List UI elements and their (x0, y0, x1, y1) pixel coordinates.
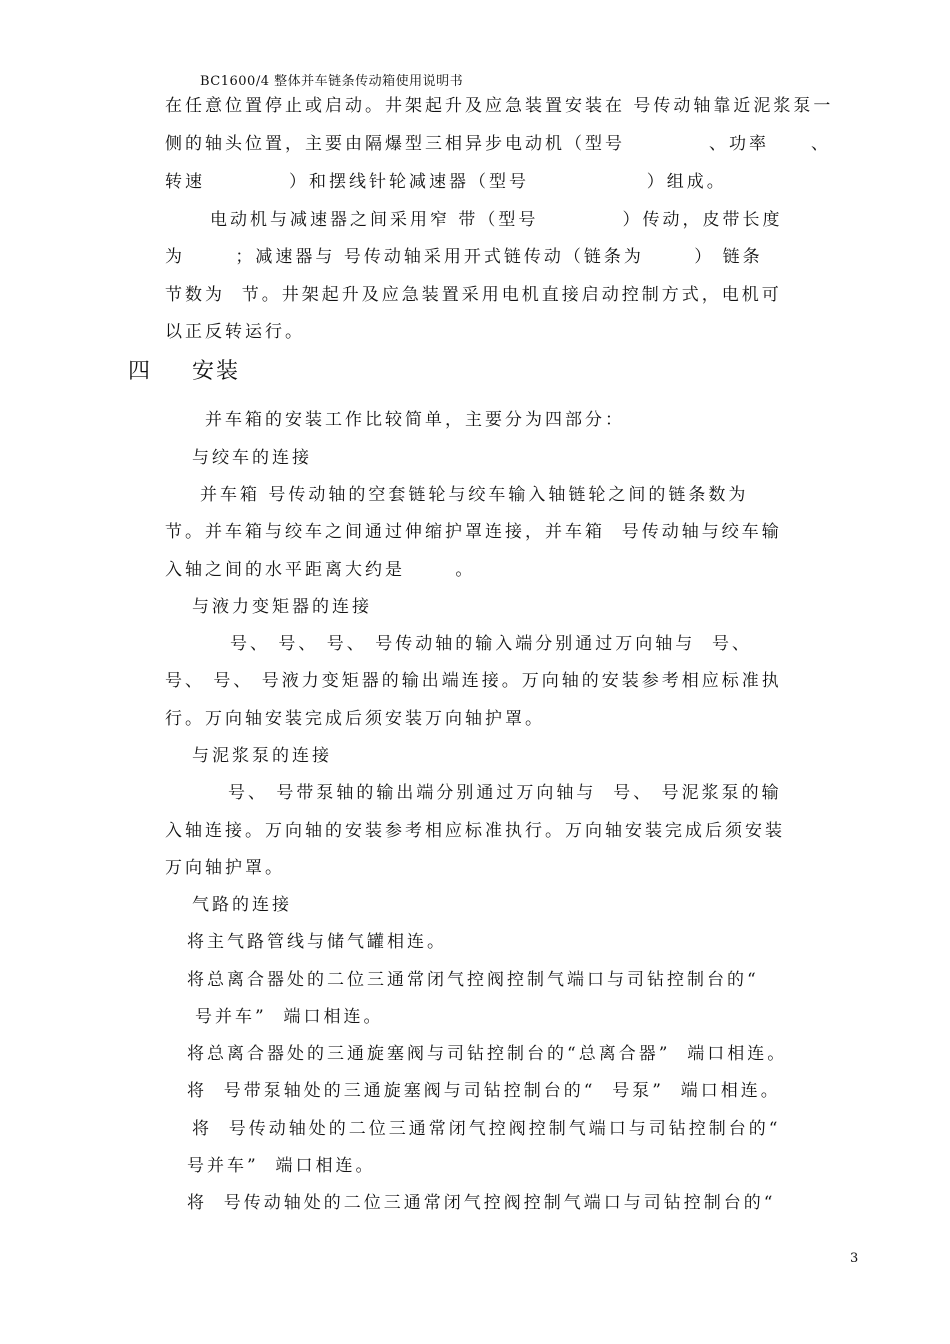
body-line-4: 电动机与减速器之间采用窄 带（型号 ）传动，皮带长度 (210, 210, 783, 230)
body-line-26: 将 号带泵轴处的三通旋塞阀与司钻控制台的“ 号泵” 端口相连。 (187, 1081, 781, 1101)
body-line-1: 在任意位置停止或启动。井架起升及应急装置安装在 号传动轴靠近泥浆泵一 (165, 96, 834, 116)
body-line-22: 将主气路管线与储气罐相连。 (187, 932, 447, 952)
body-line-20: 万向轴护罩。 (165, 858, 285, 878)
running-header: BC1600/4 整体并车链条传动箱使用说明书 (200, 74, 464, 89)
body-line-24: 号并车” 端口相连。 (195, 1007, 384, 1027)
subheading-pump: 与泥浆泵的连接 (192, 746, 332, 766)
subheading-converter: 与液力变矩器的连接 (192, 597, 372, 617)
subheading-air: 气路的连接 (192, 895, 292, 915)
body-line-12: 入轴之间的水平距离大约是 。 (165, 560, 476, 580)
body-line-23: 将总离合器处的二位三通常闭气控阀控制气端口与司钻控制台的“ (187, 970, 759, 990)
body-line-28: 号并车” 端口相连。 (187, 1156, 376, 1176)
section-number: 四 (128, 359, 153, 384)
body-line-5: 为 ；减速器与 号传动轴采用开式链传动（链条为 ） 链条 (165, 247, 763, 267)
subheading-winch: 与绞车的连接 (192, 448, 312, 468)
body-line-18: 号、 号带泵轴的输出端分别通过万向轴与 号、 号泥浆泵的输 (228, 783, 782, 803)
section-title: 安装 (192, 359, 241, 384)
body-line-14: 号、 号、 号、 号传动轴的输入端分别通过万向轴与 号、 (230, 634, 753, 654)
body-line-3: 转速 ）和摆线针轮减速器（型号 ）组成。 (165, 172, 727, 192)
body-line-2: 侧的轴头位置，主要由隔爆型三相异步电动机（型号 、功率 、 (165, 134, 832, 154)
body-line-19: 入轴连接。万向轴的安装参考相应标准执行。万向轴安装完成后须安装 (165, 821, 785, 841)
body-line-8: 并车箱的安装工作比较简单，主要分为四部分： (205, 410, 625, 430)
body-line-16: 行。万向轴安装完成后须安装万向轴护罩。 (165, 709, 545, 729)
body-line-11: 节。并车箱与绞车之间通过伸缩护罩连接，并车箱 号传动轴与绞车输 (165, 522, 782, 542)
body-line-10: 并车箱 号传动轴的空套链轮与绞车输入轴链轮之间的链条数为 (200, 485, 749, 505)
body-line-6: 节数为 节。井架起升及应急装置采用电机直接启动控制方式，电机可 (165, 285, 782, 305)
body-line-25: 将总离合器处的三通旋塞阀与司钻控制台的“总离合器” 端口相连。 (187, 1044, 788, 1064)
body-line-15: 号、 号、 号液力变矩器的输出端连接。万向轴的安装参考相应标准执 (165, 671, 782, 691)
body-line-7: 以正反转运行。 (165, 322, 305, 342)
body-line-29: 将 号传动轴处的二位三通常闭气控阀控制气端口与司钻控制台的“ (187, 1193, 776, 1213)
page-number: 3 (850, 1251, 859, 1266)
body-line-27: 将 号传动轴处的二位三通常闭气控阀控制气端口与司钻控制台的“ (192, 1119, 781, 1139)
